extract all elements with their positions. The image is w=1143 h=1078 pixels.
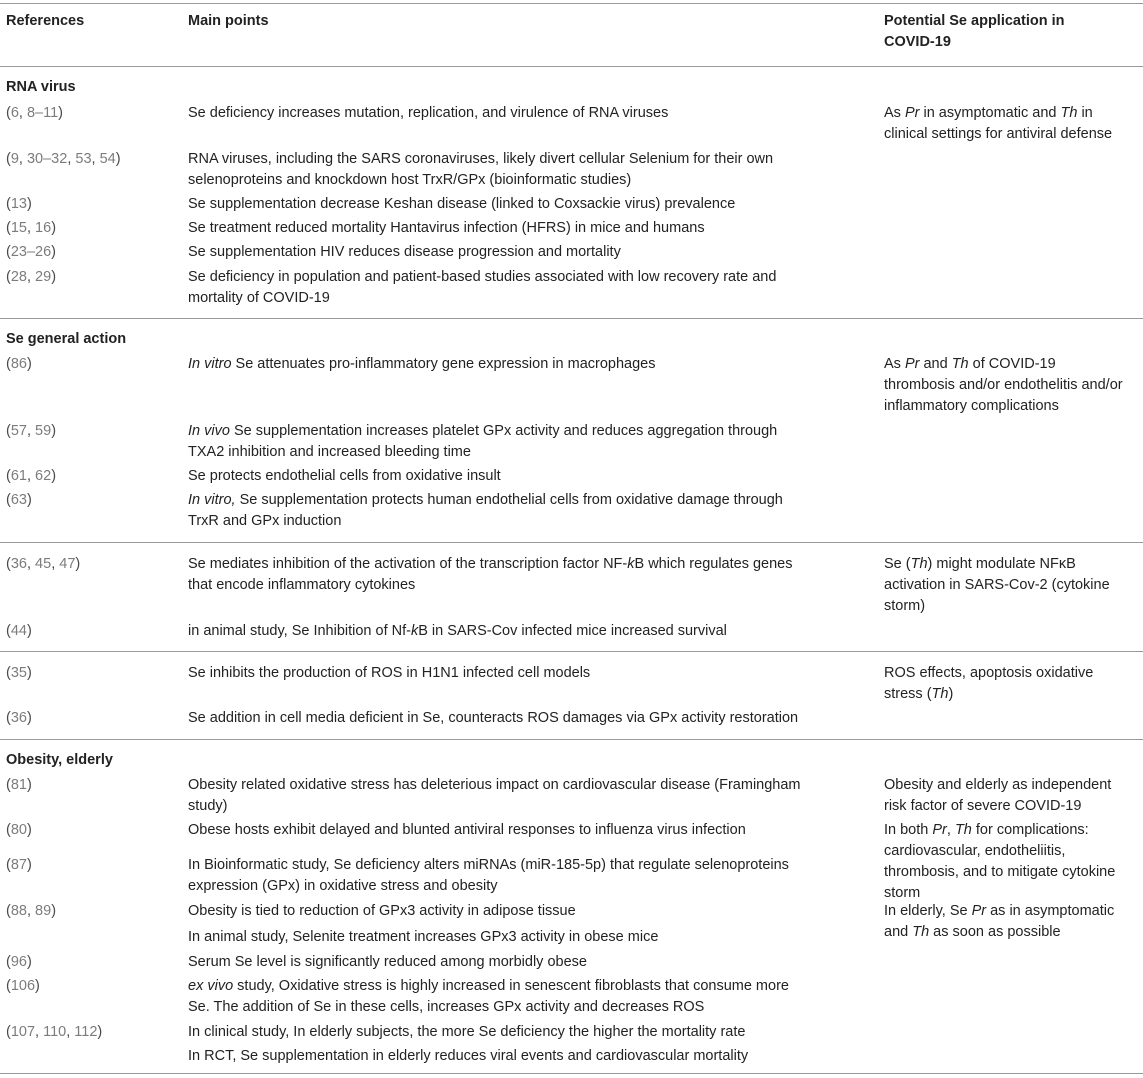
table-row-refs[interactable]: (61, 62) [6, 468, 57, 484]
table-row-main-point: Se mediates inhibition of the activation of the transcription factor NF-kB which regulates genes that encode inflammatory cytokines [188, 556, 793, 593]
table-row-refs[interactable]: (23–26) [6, 244, 57, 260]
application-cell: As Pr in asymptomatic and Th in clinical settings for antiviral defense [884, 105, 1113, 142]
table-row-main-point: Se addition in cell media deficient in Se, counteracts ROS damages via GPx activity restoration [188, 710, 799, 726]
application-cell: Se (Th) might modulate NFκB activation in SARS-Cov-2 (cytokine storm) [884, 556, 1110, 614]
table-row-main-point: In vitro Se attenuates pro-inflammatory gene expression in macrophages [188, 356, 656, 372]
section-rule [0, 542, 1143, 543]
table-row-main-point: In Bioinformatic study, Se deficiency alters miRNAs (miR-185-5p) that regulate selenoproteins expression (GPx) in oxidative stress and obesity [188, 857, 789, 894]
table-row-main-point: In vivo Se supplementation increases platelet GPx activity and reduces aggregation through TXA2 inhibition and increased bleeding time [188, 423, 778, 460]
table-row-main-point: Serum Se level is significantly reduced among morbidly obese [188, 954, 587, 970]
table-row-main-point: Obese hosts exhibit delayed and blunted antiviral responses to influenza virus infection [188, 822, 746, 838]
header-rule [0, 66, 1143, 67]
table-row-refs[interactable]: (107, 110, 112) [6, 1024, 103, 1040]
table-row-refs[interactable]: (88, 89) [6, 903, 57, 919]
table-row-refs[interactable]: (63) [6, 492, 32, 508]
table-row-main-point: Se treatment reduced mortality Hantavirus infection (HFRS) in mice and humans [188, 220, 705, 236]
table-row-refs[interactable]: (35) [6, 665, 32, 681]
section-rule [0, 318, 1143, 319]
table-row-refs[interactable]: (80) [6, 822, 32, 838]
section-title-se-general-action: Se general action [6, 331, 127, 347]
table-row-refs[interactable]: (96) [6, 954, 32, 970]
section-rule [0, 739, 1143, 740]
table-row-main-point: In vitro, Se supplementation protects human endothelial cells from oxidative damage through TrxR and GPx induction [188, 492, 783, 529]
application-cell: As Pr and Th of COVID-19 thrombosis and/or endothelitis and/or inflammatory complications [884, 356, 1123, 414]
table-row-main-point: RNA viruses, including the SARS coronaviruses, likely divert cellular Selenium for their own selenoproteins and knockdown host TrxR/GPx (bioinformatic studies) [188, 151, 774, 188]
table-top-rule [0, 3, 1143, 4]
table-row-refs[interactable]: (13) [6, 196, 32, 212]
application-cell: Obesity and elderly as independent risk factor of severe COVID-19 [884, 777, 1112, 814]
application-cell: In both Pr, Th for complications: cardiovascular, endotheliitis, thrombosis, and to mitigate cytokine storm [884, 822, 1116, 901]
table-bottom-rule [0, 1073, 1143, 1074]
table-row-main-point: Obesity is tied to reduction of GPx3 activity in adipose tissue In animal study, Selenite treatment increases GPx3 activity in obese mice [188, 903, 659, 945]
section-title-rna-virus: RNA virus [6, 79, 76, 95]
table-row-main-point: Obesity related oxidative stress has deleterious impact on cardiovascular disease (Framingham study) [188, 777, 801, 814]
table-row-refs[interactable]: (9, 30–32, 53, 54) [6, 151, 121, 167]
table-row-main-point: ex vivo study, Oxidative stress is highly increased in senescent fibroblasts that consume more Se. The addition of Se in these cells, increases GPx activity and decreases ROS [188, 978, 789, 1015]
table-row-main-point: Se supplementation HIV reduces disease progression and mortality [188, 244, 621, 260]
table-row-refs[interactable]: (36, 45, 47) [6, 556, 81, 572]
section-rule [0, 651, 1143, 652]
table-row-main-point: in animal study, Se Inhibition of Nf-kB in SARS-Cov infected mice increased survival [188, 623, 727, 639]
table-row-main-point: Se inhibits the production of ROS in H1N1 infected cell models [188, 665, 591, 681]
header-main-points: Main points [188, 13, 269, 29]
table-row-refs[interactable]: (44) [6, 623, 32, 639]
section-title-obesity-elderly: Obesity, elderly [6, 752, 113, 768]
table-row-main-point: Se supplementation decrease Keshan disease (linked to Coxsackie virus) prevalence [188, 196, 736, 212]
table-row-refs[interactable]: (36) [6, 710, 32, 726]
application-cell: ROS effects, apoptosis oxidative stress (Th) [884, 665, 1094, 702]
table-row-refs[interactable]: (106) [6, 978, 40, 994]
table-row-main-point: Se deficiency increases mutation, replication, and virulence of RNA viruses [188, 105, 669, 121]
table-row-refs[interactable]: (57, 59) [6, 423, 57, 439]
table-row-main-point: Se protects endothelial cells from oxidative insult [188, 468, 501, 484]
table-row-refs[interactable]: (6, 8–11) [6, 105, 64, 121]
table-row-refs[interactable]: (15, 16) [6, 220, 57, 236]
table-row-refs[interactable]: (81) [6, 777, 32, 793]
application-cell: In elderly, Se Pr as in asymptomatic and Th as soon as possible [884, 903, 1115, 940]
table-row-main-point: Se deficiency in population and patient-based studies associated with low recovery rate and mortality of COVID-19 [188, 269, 777, 306]
table-row-refs[interactable]: (28, 29) [6, 269, 57, 285]
table-row-refs[interactable]: (87) [6, 857, 32, 873]
header-application: Potential Se application in COVID-19 [884, 13, 1065, 50]
table-row-main-point: In clinical study, In elderly subjects, the more Se deficiency the higher the mortality rate In RCT, Se supplementation in elderly reduces viral events and cardiovascular mortality [188, 1024, 749, 1064]
header-references: References [6, 13, 85, 29]
table-row-refs[interactable]: (86) [6, 356, 32, 372]
